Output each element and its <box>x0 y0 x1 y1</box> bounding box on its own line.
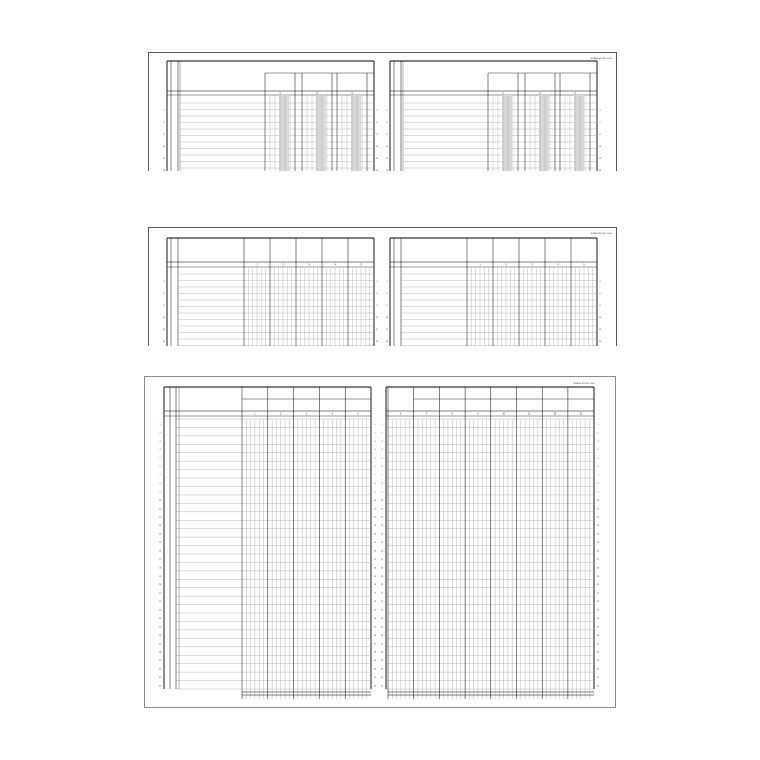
column-number: 5 <box>583 263 585 267</box>
row-number: 28 <box>373 651 377 654</box>
row-number: 6 <box>163 293 165 295</box>
column-number: 3 <box>351 92 353 96</box>
row-number: 10 <box>380 499 384 502</box>
row-number: 4 <box>376 110 378 112</box>
row-number: 13 <box>596 525 600 528</box>
ledger-sheet-5-column <box>148 227 617 346</box>
row-number: 31 <box>373 677 377 680</box>
column-number: 1 <box>256 263 258 267</box>
ledger-sheet-13-column <box>144 376 616 708</box>
row-number: 15 <box>596 542 600 545</box>
row-number: 8 <box>163 305 165 307</box>
row-number: 10 <box>373 499 377 502</box>
row-number: 28 <box>158 651 162 654</box>
row-number: 8 <box>386 305 388 307</box>
row-number: 8 <box>386 134 388 136</box>
row-number: 8 <box>376 134 378 136</box>
column-number: 9 <box>477 412 479 416</box>
column-number: 1 <box>254 412 256 416</box>
row-number: 24 <box>380 617 384 620</box>
row-number: 6 <box>163 122 165 124</box>
row-number: 28 <box>380 651 384 654</box>
row-number: 22 <box>373 601 377 604</box>
row-number: 4 <box>163 110 165 112</box>
row-number: 5 <box>374 457 376 460</box>
ledger-grid <box>145 377 615 707</box>
row-number: 5 <box>381 457 383 460</box>
column-number: 2 <box>539 92 541 96</box>
row-number: 12 <box>373 516 377 519</box>
row-number: 7 <box>159 474 161 477</box>
row-number: 16 <box>596 550 600 553</box>
row-number: 29 <box>380 660 384 663</box>
ledger-sheet-3-column <box>148 52 617 171</box>
row-number: 4 <box>386 281 388 283</box>
row-number: 20 <box>380 584 384 587</box>
row-number: 17 <box>158 558 162 561</box>
row-number: 10 <box>598 317 602 319</box>
column-number: 1 <box>479 263 481 267</box>
row-number: 11 <box>159 508 161 511</box>
row-number: 4 <box>599 110 601 112</box>
row-number: 6 <box>597 466 599 469</box>
row-number: 12 <box>385 329 389 331</box>
row-number: 25 <box>373 626 377 629</box>
column-number: 6 <box>400 412 402 416</box>
column-number: 3 <box>574 92 576 96</box>
row-number: 6 <box>374 466 376 469</box>
shade-band <box>279 95 289 171</box>
row-number: 10 <box>385 317 389 319</box>
row-number: 15 <box>380 542 384 545</box>
row-number: 2 <box>381 432 383 435</box>
row-number: 28 <box>596 651 600 654</box>
row-number: 1 <box>597 423 599 426</box>
row-number: 12 <box>598 329 602 331</box>
column-number: 2 <box>505 263 507 267</box>
row-number: 12 <box>375 329 379 331</box>
row-number: 31 <box>380 677 384 680</box>
row-number: 21 <box>380 592 384 595</box>
row-number: 23 <box>158 609 162 612</box>
row-number: 2 <box>374 432 376 435</box>
row-number: 12 <box>162 329 166 331</box>
row-number: 2 <box>597 432 599 435</box>
row-number: 17 <box>380 558 384 561</box>
column-number: 12 <box>553 412 557 416</box>
row-number: 12 <box>385 158 389 160</box>
row-number: 18 <box>380 567 384 570</box>
row-number: 6 <box>376 293 378 295</box>
row-number: 9 <box>597 491 599 494</box>
row-number: 5 <box>597 457 599 460</box>
row-number: 14 <box>373 533 377 536</box>
column-number: 4 <box>334 263 336 267</box>
row-number: 26 <box>380 634 384 637</box>
row-number: 19 <box>380 575 384 578</box>
row-number: 27 <box>158 643 162 646</box>
column-number: 4 <box>331 412 333 416</box>
row-number: 4 <box>374 449 376 452</box>
column-number: 2 <box>316 92 318 96</box>
row-number: 24 <box>596 617 600 620</box>
row-number: 15 <box>158 542 162 545</box>
row-number: 8 <box>159 482 161 485</box>
column-number: 3 <box>531 263 533 267</box>
row-number: 3 <box>159 440 161 443</box>
row-number: 12 <box>596 516 600 519</box>
row-number: 19 <box>596 575 600 578</box>
row-number: 7 <box>597 474 599 477</box>
row-number: 29 <box>373 660 377 663</box>
ledger-grid <box>149 228 616 346</box>
row-number: 2 <box>159 432 161 435</box>
shade-band <box>316 95 326 171</box>
row-number: 8 <box>163 134 165 136</box>
row-number: 14 <box>596 533 600 536</box>
row-number: 18 <box>373 567 377 570</box>
row-number: 20 <box>596 584 600 587</box>
row-number: 14 <box>162 170 166 171</box>
row-number: 20 <box>158 584 162 587</box>
row-number: 14 <box>375 341 379 343</box>
row-number: 30 <box>596 668 600 671</box>
column-number: 7 <box>425 412 428 416</box>
row-number: 12 <box>375 158 379 160</box>
row-number: 14 <box>598 170 602 171</box>
shade-band <box>351 95 361 171</box>
column-number: 2 <box>280 412 282 416</box>
row-number: 24 <box>158 617 162 620</box>
row-number: 32 <box>158 685 162 688</box>
row-number: 10 <box>596 499 600 502</box>
row-number: 25 <box>158 626 162 629</box>
row-number: 14 <box>598 341 602 343</box>
row-number: 13 <box>373 525 377 528</box>
row-number: 9 <box>381 491 383 494</box>
shade-band <box>539 95 549 171</box>
row-number: 29 <box>158 660 162 663</box>
shade-band <box>574 95 584 171</box>
column-number: 10 <box>502 412 505 416</box>
row-number: 14 <box>385 170 389 171</box>
row-number: 4 <box>376 281 378 283</box>
row-number: 21 <box>158 592 162 595</box>
row-number: 26 <box>373 634 377 637</box>
brand-label: BRAND/MODEL 0000 <box>590 233 612 235</box>
row-number: 10 <box>375 146 379 148</box>
row-number: 6 <box>386 122 388 124</box>
row-number: 10 <box>598 146 602 148</box>
row-number: 4 <box>386 110 388 112</box>
row-number: 11 <box>597 508 599 511</box>
row-number: 32 <box>373 685 377 688</box>
ledger-grid <box>149 53 616 171</box>
row-number: 3 <box>381 440 383 443</box>
row-number: 7 <box>374 474 376 477</box>
row-number: 10 <box>162 317 166 319</box>
row-number: 30 <box>380 668 384 671</box>
brand-label: BRAND/MODEL 0000 <box>573 383 595 385</box>
column-number: 4 <box>557 263 559 267</box>
row-number: 14 <box>385 341 389 343</box>
row-number: 24 <box>373 617 377 620</box>
row-number: 27 <box>373 643 377 646</box>
row-number: 14 <box>162 341 166 343</box>
row-number: 1 <box>381 423 383 426</box>
row-number: 23 <box>380 609 384 612</box>
row-number: 4 <box>597 449 599 452</box>
brand-label: BRAND/MODEL 0000 <box>590 58 612 60</box>
row-number: 11 <box>374 508 376 511</box>
column-number: 11 <box>528 412 531 416</box>
row-number: 22 <box>596 601 600 604</box>
row-number: 32 <box>380 685 384 688</box>
row-number: 18 <box>158 567 162 570</box>
column-number: 13 <box>579 412 583 416</box>
row-number: 8 <box>599 134 601 136</box>
row-number: 6 <box>599 293 601 295</box>
row-number: 26 <box>158 634 162 637</box>
row-number: 11 <box>381 508 383 511</box>
row-number: 5 <box>159 457 161 460</box>
row-number: 16 <box>158 550 162 553</box>
row-number: 13 <box>158 525 162 528</box>
row-number: 25 <box>380 626 384 629</box>
row-number: 17 <box>373 558 377 561</box>
row-number: 8 <box>381 482 383 485</box>
row-number: 19 <box>158 575 162 578</box>
row-number: 16 <box>380 550 384 553</box>
column-number: 8 <box>451 412 453 416</box>
row-number: 9 <box>159 491 161 494</box>
row-number: 23 <box>596 609 600 612</box>
row-number: 3 <box>597 440 599 443</box>
row-number: 27 <box>380 643 384 646</box>
row-number: 10 <box>158 499 162 502</box>
column-number: 5 <box>357 412 359 416</box>
row-number: 30 <box>373 668 377 671</box>
row-number: 21 <box>596 592 600 595</box>
row-number: 7 <box>381 474 383 477</box>
row-number: 27 <box>596 643 600 646</box>
row-number: 3 <box>374 440 376 443</box>
shade-band <box>502 95 512 171</box>
row-number: 20 <box>373 584 377 587</box>
row-number: 17 <box>596 558 600 561</box>
row-number: 6 <box>599 122 601 124</box>
row-number: 8 <box>374 482 376 485</box>
row-number: 25 <box>596 626 600 629</box>
column-number: 1 <box>502 92 504 96</box>
row-number: 8 <box>597 482 599 485</box>
row-number: 4 <box>381 449 383 452</box>
column-number: 2 <box>282 263 284 267</box>
row-number: 31 <box>158 677 162 680</box>
row-number: 4 <box>599 281 601 283</box>
row-number: 31 <box>596 677 600 680</box>
row-number: 29 <box>596 660 600 663</box>
row-number: 22 <box>158 601 162 604</box>
row-number: 6 <box>159 466 161 469</box>
row-number: 14 <box>380 533 384 536</box>
column-number: 3 <box>308 263 310 267</box>
row-number: 4 <box>159 449 161 452</box>
row-number: 1 <box>159 423 161 426</box>
row-number: 12 <box>598 158 602 160</box>
row-number: 14 <box>375 170 379 171</box>
row-number: 6 <box>381 466 383 469</box>
row-number: 8 <box>376 305 378 307</box>
row-number: 4 <box>163 281 165 283</box>
row-number: 23 <box>373 609 377 612</box>
row-number: 12 <box>158 516 162 519</box>
row-number: 6 <box>376 122 378 124</box>
row-number: 8 <box>599 305 601 307</box>
row-number: 19 <box>373 575 377 578</box>
row-number: 10 <box>162 146 166 148</box>
row-number: 13 <box>380 525 384 528</box>
column-number: 3 <box>305 412 308 416</box>
row-number: 10 <box>385 146 389 148</box>
row-number: 9 <box>374 491 376 494</box>
row-number: 18 <box>596 567 600 570</box>
row-number: 6 <box>386 293 388 295</box>
row-number: 15 <box>373 542 377 545</box>
column-number: 5 <box>360 263 362 267</box>
row-number: 1 <box>374 423 376 426</box>
row-number: 26 <box>596 634 600 637</box>
row-number: 12 <box>162 158 166 160</box>
column-number: 1 <box>279 92 281 96</box>
row-number: 12 <box>380 516 384 519</box>
row-number: 30 <box>158 668 162 671</box>
row-number: 22 <box>380 601 384 604</box>
row-number: 16 <box>373 550 377 553</box>
row-number: 14 <box>158 533 162 536</box>
row-number: 10 <box>375 317 379 319</box>
row-number: 21 <box>373 592 377 595</box>
row-number: 32 <box>596 685 600 688</box>
